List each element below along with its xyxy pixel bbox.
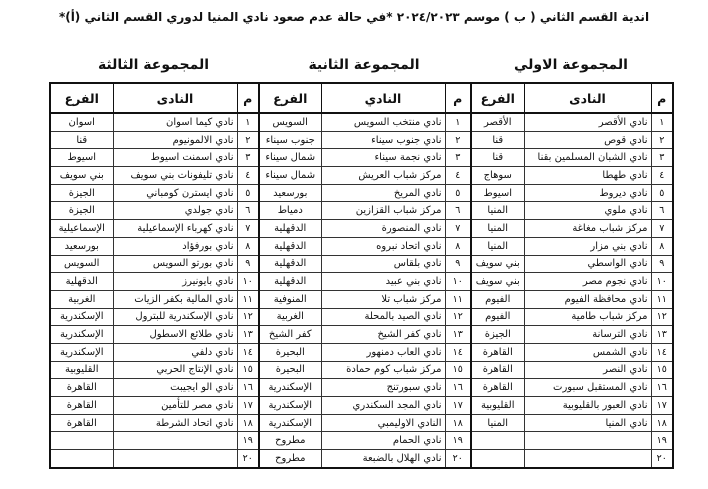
branch-name: الإسكندرية: [50, 308, 113, 326]
column-header-club: النادى: [524, 83, 651, 113]
table-row: [50, 202, 259, 220]
row-number: ١٧: [651, 397, 673, 415]
club-name: [524, 450, 651, 468]
branch-name: الفيوم: [471, 308, 524, 326]
table-row: [50, 397, 259, 415]
branch-name: الجيزة: [50, 184, 113, 202]
row-number: ٢: [237, 131, 259, 149]
row-number: ٧: [651, 220, 673, 238]
club-name: نادي ديروط: [524, 184, 651, 202]
club-name: نادي الالمونيوم: [113, 131, 237, 149]
column-header-number: م: [237, 83, 259, 113]
table-row: [471, 167, 673, 185]
row-number: ١١: [237, 290, 259, 308]
header-row: [471, 83, 673, 113]
group-3-heading: المجموعة الثالثة: [97, 57, 210, 73]
row-number: ١٨: [445, 414, 471, 432]
group-2-heading: المجموعة الثانية: [308, 57, 420, 73]
club-name: نادي بورفؤاد: [113, 237, 237, 255]
branch-name: السويس: [50, 255, 113, 273]
branch-name: الغربية: [259, 308, 321, 326]
table-row: [259, 167, 471, 185]
table-row: [471, 255, 673, 273]
table-row: [50, 326, 259, 344]
row-number: ٦: [237, 202, 259, 220]
club-name: مركز شباب القزازين: [321, 202, 445, 220]
row-number: ١٣: [237, 326, 259, 344]
row-number: ٥: [651, 184, 673, 202]
row-number: ٨: [651, 237, 673, 255]
column-header-branch: الفرع: [259, 83, 321, 113]
club-name: نادي دلفي: [113, 343, 237, 361]
club-name: نادي العاب دمنهور: [321, 343, 445, 361]
table-row: [259, 255, 471, 273]
table-row: [50, 290, 259, 308]
club-name: نادي الشمس: [524, 343, 651, 361]
club-name: نادي تليفونات بني سويف: [113, 167, 237, 185]
branch-name: الأقصر: [471, 113, 524, 131]
branch-name: شمال سيناء: [259, 167, 321, 185]
row-number: ١٤: [651, 343, 673, 361]
club-name: نادي بايونيرز: [113, 273, 237, 291]
club-name: نادي المنصورة: [321, 220, 445, 238]
table-row: [471, 202, 673, 220]
club-name: نادي الشبان المسلمين بقنا: [524, 149, 651, 167]
club-name: نادي الواسطي: [524, 255, 651, 273]
branch-name: اسوان: [50, 113, 113, 131]
club-name: نادي طلائع الاسطول: [113, 326, 237, 344]
row-number: ١٩: [445, 432, 471, 450]
table-row: [50, 149, 259, 167]
club-name: نادي المجد السكندري: [321, 397, 445, 415]
row-number: ١: [237, 113, 259, 131]
table-row: [471, 149, 673, 167]
row-number: ١٥: [445, 361, 471, 379]
branch-name: قنا: [471, 131, 524, 149]
club-name: نادي سبورتنج: [321, 379, 445, 397]
branch-name: الغربية: [50, 290, 113, 308]
branch-name: دمياط: [259, 202, 321, 220]
branch-name: مطروح: [259, 432, 321, 450]
branch-name: سوهاج: [471, 167, 524, 185]
club-name: نادي مصر للتأمين: [113, 397, 237, 415]
branch-name: المنوفية: [259, 290, 321, 308]
branch-name: قنا: [50, 131, 113, 149]
column-header-branch: الفرع: [471, 83, 524, 113]
club-name: نادي الإنتاج الحربي: [113, 361, 237, 379]
branch-name: الإسكندرية: [259, 379, 321, 397]
table-row: [259, 414, 471, 432]
branch-name: [50, 450, 113, 468]
row-number: ٨: [445, 237, 471, 255]
column-header-club: النادى: [113, 83, 237, 113]
table-row: [259, 237, 471, 255]
table-row: [50, 343, 259, 361]
branch-name: السويس: [259, 113, 321, 131]
club-name: نادي ايسترن كومباني: [113, 184, 237, 202]
header-row: [50, 83, 259, 113]
club-name: نادي الأقصر: [524, 113, 651, 131]
row-number: ٩: [237, 255, 259, 273]
column-header-number: م: [651, 83, 673, 113]
branch-name: القاهرة: [50, 379, 113, 397]
table-row: [50, 379, 259, 397]
branch-name: قنا: [471, 149, 524, 167]
table-row: [50, 131, 259, 149]
table-row: [471, 273, 673, 291]
branch-name: القاهرة: [50, 414, 113, 432]
row-number: ٦: [651, 202, 673, 220]
branch-name: كفر الشيخ: [259, 326, 321, 344]
table-row: [259, 379, 471, 397]
branch-name: الجيزة: [50, 202, 113, 220]
branch-name: الإسكندرية: [259, 397, 321, 415]
row-number: ١٠: [651, 273, 673, 291]
table-row: [259, 326, 471, 344]
club-name: مركز شباب العريش: [321, 167, 445, 185]
column-header-branch: الفرع: [50, 83, 113, 113]
row-number: ١٦: [445, 379, 471, 397]
table-row: [259, 290, 471, 308]
club-name: نادي اتحاد الشرطة: [113, 414, 237, 432]
branch-name: الإسكندرية: [50, 326, 113, 344]
table-row: [471, 379, 673, 397]
branch-name: الإسكندرية: [50, 343, 113, 361]
group-3-table: [49, 82, 260, 469]
row-number: ٤: [445, 167, 471, 185]
table-row: [471, 397, 673, 415]
table-row: [471, 113, 673, 131]
row-number: ١١: [651, 290, 673, 308]
table-row: [259, 131, 471, 149]
row-number: ١٦: [237, 379, 259, 397]
row-number: ٥: [237, 184, 259, 202]
row-number: ١١: [445, 290, 471, 308]
table-row: [471, 131, 673, 149]
table-row: [50, 220, 259, 238]
table-row: [50, 361, 259, 379]
club-name: نادي كيما اسوان: [113, 113, 237, 131]
branch-name: الدقهلية: [259, 255, 321, 273]
table-row: [471, 450, 673, 468]
branch-name: القاهرة: [471, 343, 524, 361]
club-name: نادي الإسكندرية للبترول: [113, 308, 237, 326]
branch-name: القاهرة: [50, 397, 113, 415]
table-row: [50, 167, 259, 185]
club-name: نادي الحمام: [321, 432, 445, 450]
branch-name: بني سويف: [471, 273, 524, 291]
row-number: ١٢: [237, 308, 259, 326]
row-number: ١٣: [445, 326, 471, 344]
table-row: [259, 149, 471, 167]
branch-name: الإسماعيلية: [50, 220, 113, 238]
table-row: [259, 397, 471, 415]
club-name: [113, 432, 237, 450]
row-number: ١٨: [651, 414, 673, 432]
club-name: نادي العبور بالقليوبية: [524, 397, 651, 415]
club-name: نادي المنيا: [524, 414, 651, 432]
table-row: [259, 202, 471, 220]
club-name: مركز شباب طامية: [524, 308, 651, 326]
table-row: [50, 414, 259, 432]
row-number: ١٩: [651, 432, 673, 450]
branch-name: [471, 432, 524, 450]
table-row: [259, 343, 471, 361]
row-number: ١٢: [445, 308, 471, 326]
row-number: ٢٠: [651, 450, 673, 468]
club-name: مركز شباب مغاغة: [524, 220, 651, 238]
club-name: نادي كفر الشيخ: [321, 326, 445, 344]
table-row: [471, 184, 673, 202]
row-number: ١٧: [237, 397, 259, 415]
branch-name: المنيا: [471, 237, 524, 255]
branch-name: الإسكندرية: [259, 414, 321, 432]
row-number: ١٦: [651, 379, 673, 397]
club-name: نادي اتحاد نبروه: [321, 237, 445, 255]
row-number: ٢٠: [237, 450, 259, 468]
branch-name: بني سويف: [471, 255, 524, 273]
row-number: ١٧: [445, 397, 471, 415]
table-row: [471, 343, 673, 361]
branch-name: القاهرة: [471, 361, 524, 379]
row-number: ٦: [445, 202, 471, 220]
club-name: نادي قوص: [524, 131, 651, 149]
row-number: ١٢: [651, 308, 673, 326]
branch-name: الفيوم: [471, 290, 524, 308]
column-header-number: م: [445, 83, 471, 113]
club-name: نادي كهرباء الإسماعيلية: [113, 220, 237, 238]
row-number: ٥: [445, 184, 471, 202]
branch-name: الجيزة: [471, 326, 524, 344]
branch-name: الدقهلية: [259, 273, 321, 291]
branch-name: الدقهلية: [259, 220, 321, 238]
row-number: ١٠: [445, 273, 471, 291]
branch-name: القاهرة: [471, 379, 524, 397]
branch-name: الدقهلية: [50, 273, 113, 291]
branch-name: اسيوط: [50, 149, 113, 167]
club-name: مركز شباب كوم حمادة: [321, 361, 445, 379]
header-row: [259, 83, 471, 113]
table-row: [471, 220, 673, 238]
club-name: نادي الصيد بالمحلة: [321, 308, 445, 326]
club-name: نادي الو ايجيبت: [113, 379, 237, 397]
club-name: نادي ملوي: [524, 202, 651, 220]
row-number: ٣: [237, 149, 259, 167]
club-name: نادي محافظة الفيوم: [524, 290, 651, 308]
group-1-table: [470, 82, 674, 469]
branch-name: اسيوط: [471, 184, 524, 202]
branch-name: شمال سيناء: [259, 149, 321, 167]
branch-name: بورسعيد: [50, 237, 113, 255]
row-number: ٩: [651, 255, 673, 273]
branch-name: [471, 450, 524, 468]
branch-name: مطروح: [259, 450, 321, 468]
table-row: [50, 308, 259, 326]
branch-name: المنيا: [471, 220, 524, 238]
club-name: نادي المستقبل سبورت: [524, 379, 651, 397]
row-number: ١٤: [445, 343, 471, 361]
branch-name: جنوب سيناء: [259, 131, 321, 149]
column-header-club: النادي: [321, 83, 445, 113]
table-row: [50, 237, 259, 255]
row-number: ٧: [445, 220, 471, 238]
row-number: ١: [651, 113, 673, 131]
club-name: نادي المريخ: [321, 184, 445, 202]
row-number: ٤: [237, 167, 259, 185]
club-name: نادي نجمة سيناء: [321, 149, 445, 167]
table-row: [259, 450, 471, 468]
row-number: ٩: [445, 255, 471, 273]
branch-name: المنيا: [471, 202, 524, 220]
document-title: اندية القسم الثاني ( ب ) موسم ٢٠٢٤/٢٠٢٣ *في حالة عدم صعود نادي المنيا لدوري القسم الثاني (أ)*: [58, 10, 650, 24]
row-number: ١٤: [237, 343, 259, 361]
table-row: [50, 184, 259, 202]
table-row: [471, 432, 673, 450]
row-number: ٣: [651, 149, 673, 167]
branch-name: الدقهلية: [259, 237, 321, 255]
table-row: [471, 326, 673, 344]
club-name: النادي الاوليمبي: [321, 414, 445, 432]
table-row: [50, 273, 259, 291]
table-row: [471, 290, 673, 308]
club-name: نادي جولدي: [113, 202, 237, 220]
club-name: نادي بورتو السويس: [113, 255, 237, 273]
row-number: ٨: [237, 237, 259, 255]
club-name: نادي طهطا: [524, 167, 651, 185]
club-name: نادي منتخب السويس: [321, 113, 445, 131]
row-number: ٢٠: [445, 450, 471, 468]
club-name: نادي اسمنت اسيوط: [113, 149, 237, 167]
table-row: [259, 113, 471, 131]
club-name: نادي نجوم مصر: [524, 273, 651, 291]
table-row: [259, 184, 471, 202]
row-number: ١٠: [237, 273, 259, 291]
table-row: [50, 432, 259, 450]
group-1-heading: المجموعة الاولي: [514, 57, 628, 73]
table-row: [471, 308, 673, 326]
table-row: [259, 361, 471, 379]
club-name: [113, 450, 237, 468]
branch-name: القليوبية: [50, 361, 113, 379]
branch-name: القليوبية: [471, 397, 524, 415]
row-number: ١٨: [237, 414, 259, 432]
club-name: نادي المالية بكفر الزيات: [113, 290, 237, 308]
club-name: نادي بني عبيد: [321, 273, 445, 291]
branch-name: المنيا: [471, 414, 524, 432]
club-name: نادي النصر: [524, 361, 651, 379]
table-row: [50, 450, 259, 468]
row-number: ٢: [445, 131, 471, 149]
row-number: ١: [445, 113, 471, 131]
row-number: ١٩: [237, 432, 259, 450]
club-name: مركز شباب تلا: [321, 290, 445, 308]
row-number: ١٥: [651, 361, 673, 379]
table-row: [259, 220, 471, 238]
table-row: [259, 308, 471, 326]
row-number: ٧: [237, 220, 259, 238]
club-name: نادي الهلال بالضبعة: [321, 450, 445, 468]
table-row: [259, 432, 471, 450]
row-number: ١٣: [651, 326, 673, 344]
row-number: ٢: [651, 131, 673, 149]
table-row: [471, 237, 673, 255]
row-number: ٣: [445, 149, 471, 167]
club-name: [524, 432, 651, 450]
table-row: [259, 273, 471, 291]
club-name: نادي الترسانة: [524, 326, 651, 344]
table-row: [471, 361, 673, 379]
branch-name: البحيرة: [259, 343, 321, 361]
branch-name: [50, 432, 113, 450]
group-2-table: [258, 82, 472, 469]
club-name: نادي بني مزار: [524, 237, 651, 255]
table-row: [50, 113, 259, 131]
branch-name: بني سويف: [50, 167, 113, 185]
table-row: [471, 414, 673, 432]
table-row: [50, 255, 259, 273]
row-number: ٤: [651, 167, 673, 185]
row-number: ١٥: [237, 361, 259, 379]
club-name: نادي بلقاس: [321, 255, 445, 273]
branch-name: البحيرة: [259, 361, 321, 379]
club-name: نادي جنوب سيناء: [321, 131, 445, 149]
branch-name: بورسعيد: [259, 184, 321, 202]
